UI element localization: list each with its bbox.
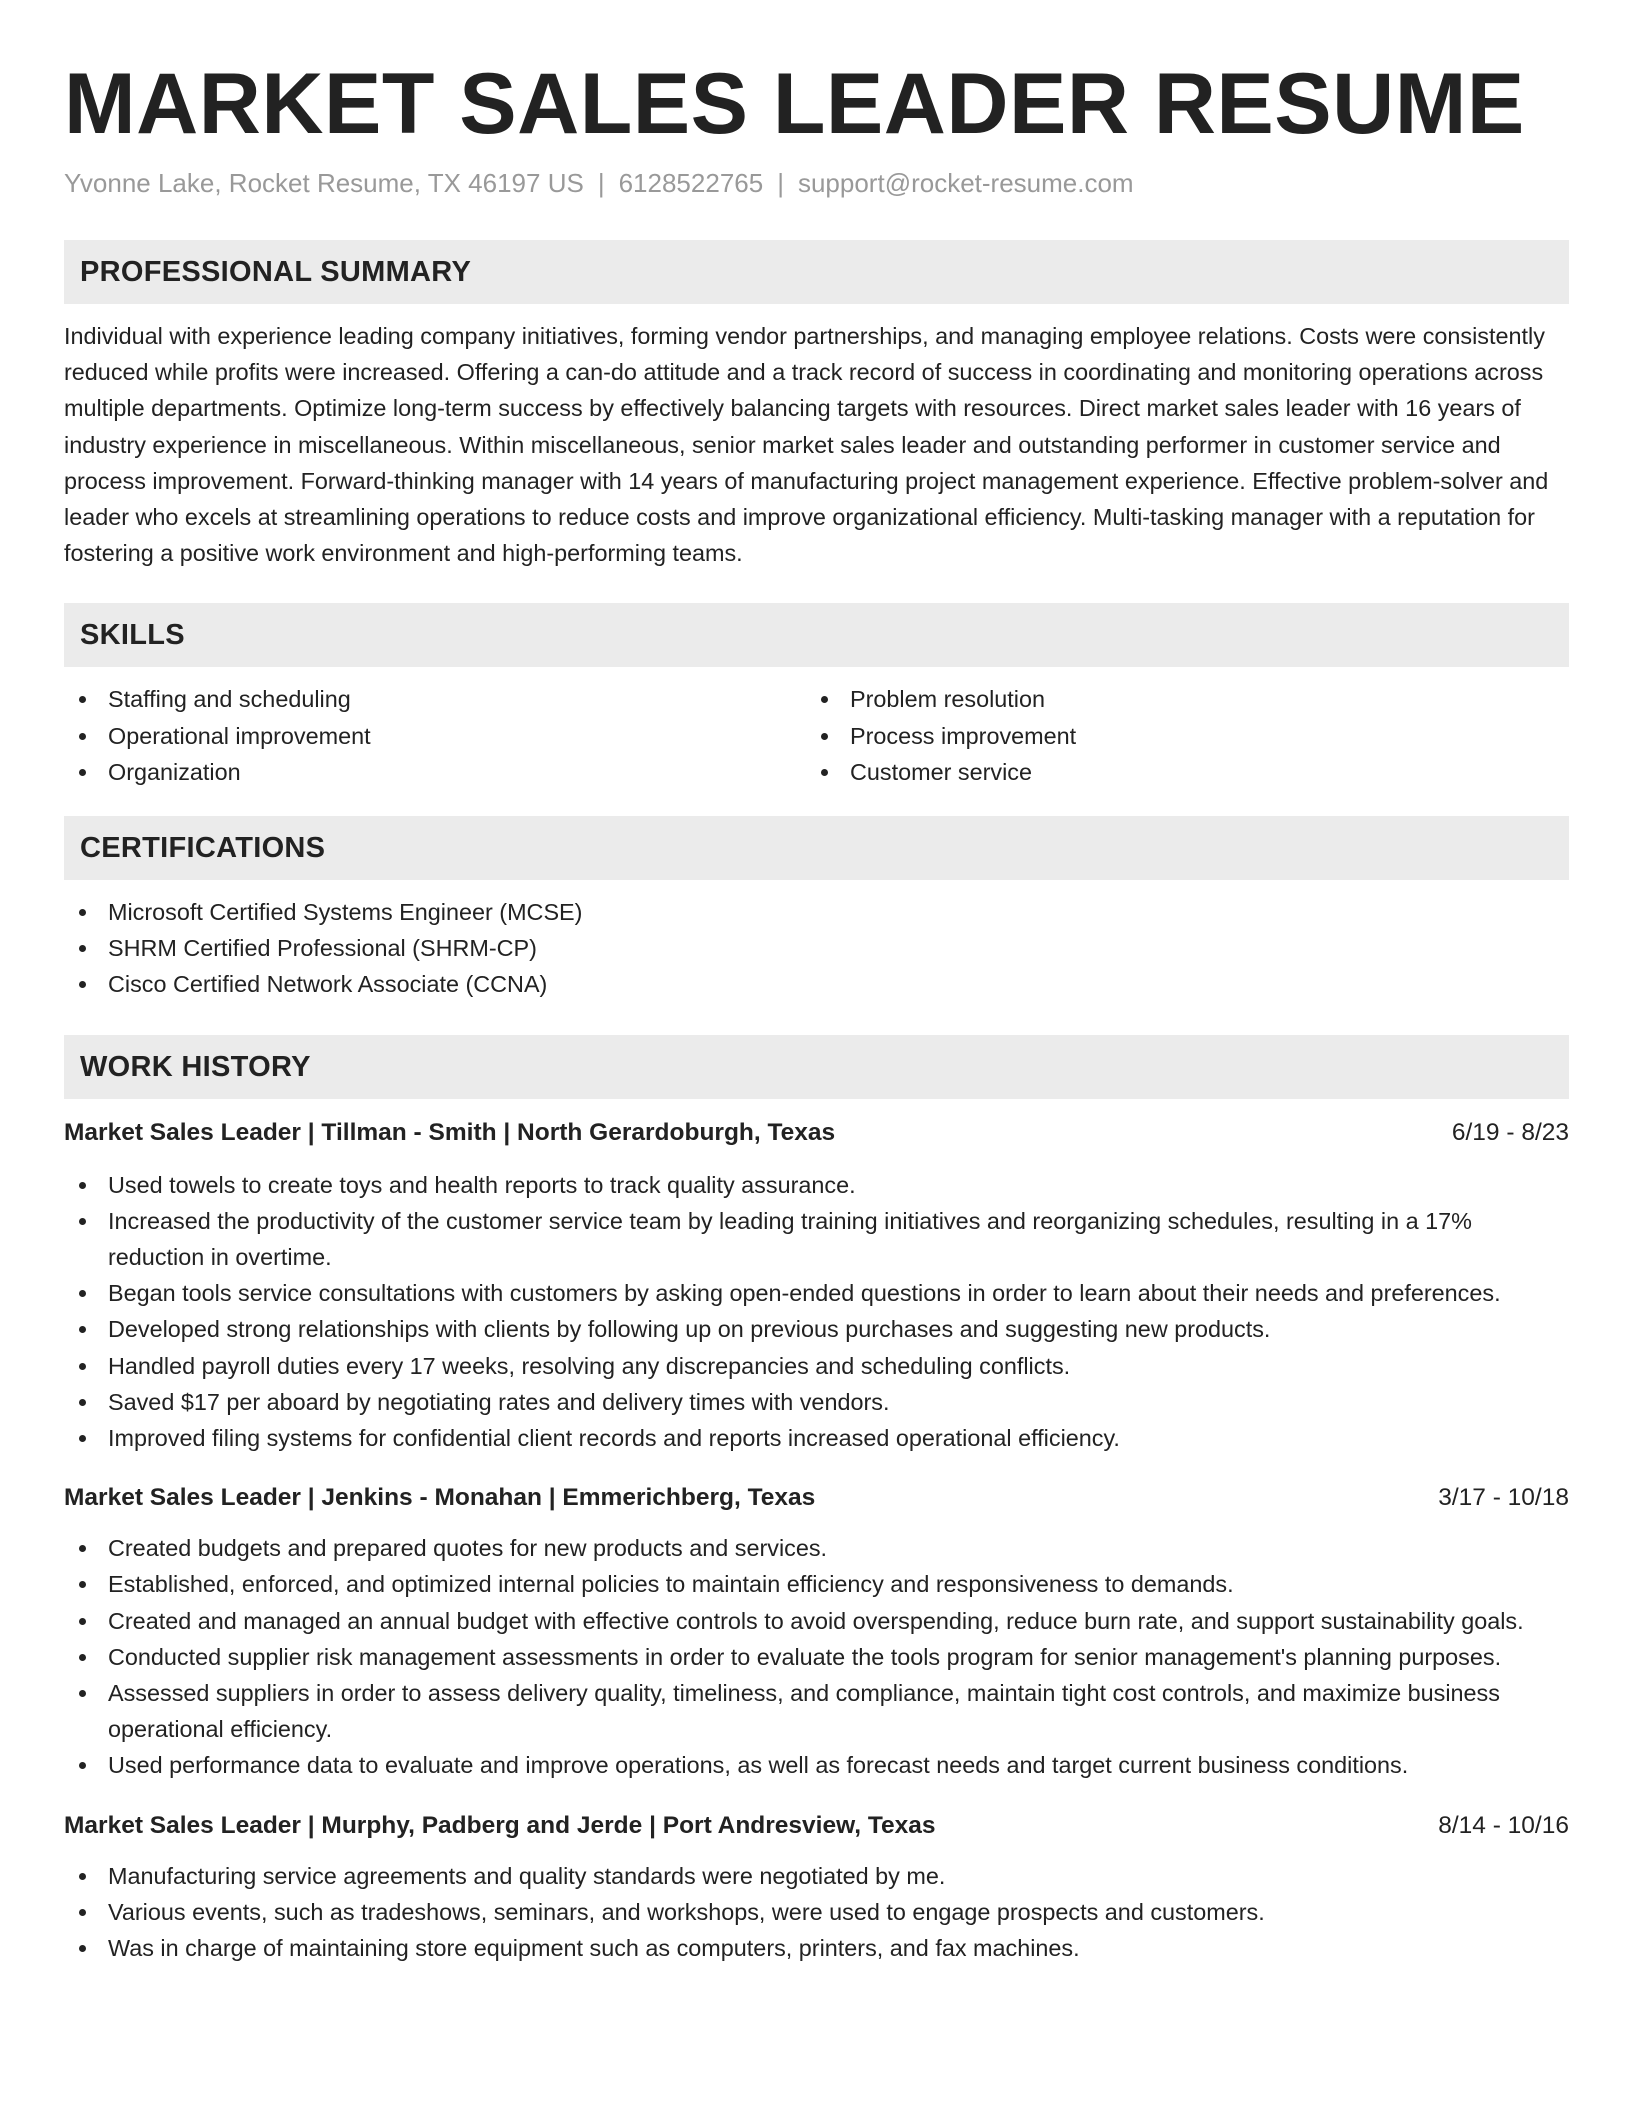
summary-text: Individual with experience leading company initiatives, forming vendor partnerships, and managing employee relations. Costs were consistently reduced while profits were increased. Offering a can-do attitude and a track record of success in coordinating and monitoring operations across multiple departments. Optimize long-term success by effectively balancing targets with resources. Direct market sales leader with 16 years of industry experience in miscellaneous. Within miscellaneous, senior market sales leader and outstanding performer in customer service and process improvement. Forward-thinking manager with 14 years of manufacturing project management experience. Effective problem-solver and leader who excels at streamlining operations to reduce costs and improve organizational efficiency. Multi-tasking manager with a reputation for fostering a positive work environment and high-performing teams. [64, 323, 1549, 567]
job-title: Market Sales Leader | Tillman - Smith | North Gerardoburgh, Texas [64, 1118, 836, 1146]
contact-separator: | [777, 168, 784, 198]
job-entry [64, 1808, 1569, 1967]
job-header [64, 1115, 1569, 1151]
contact-separator: | [597, 168, 605, 198]
skill-item: Problem resolution [806, 681, 1548, 717]
job-dates: 6/19 - 8/23 [1451, 1118, 1569, 1146]
job-bullet: Assessed suppliers in order to assess delivery quality, timeliness, and compliance, maintain tight cost controls, and maximize business operational efficiency. [64, 1675, 1569, 1747]
contact-phone: 6128522765 [618, 168, 764, 198]
job-entry [64, 1480, 1569, 1783]
certifications-list [64, 894, 1569, 1003]
job-dates: 3/17 - 10/18 [1438, 1484, 1569, 1512]
summary-heading: PROFESSIONAL SUMMARY [64, 240, 1569, 304]
skills-left-column [64, 681, 806, 790]
work-history-heading: WORK HISTORY [64, 1035, 1569, 1099]
resume-page [64, 0, 1569, 1966]
contact-address: Yvonne Lake, Rocket Resume, TX 46197 US [64, 168, 584, 198]
job-bullet: Manufacturing service agreements and quality standards were negotiated by me. [64, 1858, 1569, 1894]
job-bullet: Established, enforced, and optimized internal policies to maintain efficiency and responsiveness to demands. [64, 1566, 1569, 1602]
contact-email: support@rocket-resume.com [797, 168, 1134, 198]
job-bullet: Improved filing systems for confidential client records and reports increased operational efficiency. [64, 1420, 1569, 1456]
skill-item: Customer service [806, 754, 1548, 790]
skill-item: Operational improvement [64, 718, 806, 754]
job-entry [64, 1115, 1569, 1457]
job-title: Market Sales Leader | Murphy, Padberg and Jerde | Port Andresview, Texas [64, 1811, 936, 1839]
certifications-heading: CERTIFICATIONS [64, 816, 1569, 880]
skills-right-column [806, 681, 1548, 790]
skills-list [64, 681, 1569, 790]
job-bullet: Increased the productivity of the customer service team by leading training initiatives and reorganizing schedules, resulting in a 17% reduction in overtime. [64, 1203, 1569, 1275]
job-header [64, 1480, 1569, 1516]
job-bullet: Developed strong relationships with clients by following up on previous purchases and suggesting new products. [64, 1311, 1569, 1347]
certification-item: SHRM Certified Professional (SHRM-CP) [64, 930, 1569, 966]
job-bullet: Used towels to create toys and health reports to track quality assurance. [64, 1167, 1569, 1203]
job-header [64, 1808, 1569, 1844]
skill-item: Staffing and scheduling [64, 681, 806, 717]
contact-line [64, 166, 1569, 200]
job-bullet: Various events, such as tradeshows, seminars, and workshops, were used to engage prospects and customers. [64, 1894, 1569, 1930]
job-bullet: Was in charge of maintaining store equipment such as computers, printers, and fax machines. [64, 1930, 1569, 1966]
certification-item: Cisco Certified Network Associate (CCNA) [64, 966, 1569, 1002]
job-bullets [64, 1858, 1569, 1967]
job-bullets [64, 1530, 1569, 1783]
job-bullets [64, 1167, 1569, 1457]
skills-heading: SKILLS [64, 603, 1569, 667]
job-bullet: Handled payroll duties every 17 weeks, resolving any discrepancies and scheduling conflicts. [64, 1348, 1569, 1384]
job-bullet: Created and managed an annual budget with effective controls to avoid overspending, reduce burn rate, and support sustainability goals. [64, 1603, 1569, 1639]
skill-item: Process improvement [806, 718, 1548, 754]
job-bullet: Used performance data to evaluate and improve operations, as well as forecast needs and target current business conditions. [64, 1747, 1569, 1783]
job-title: Market Sales Leader | Jenkins - Monahan | Emmerichberg, Texas [64, 1484, 816, 1512]
job-bullet: Saved $17 per aboard by negotiating rates and delivery times with vendors. [64, 1384, 1569, 1420]
resume-title: MARKET SALES LEADER RESUME [64, 56, 1525, 152]
job-bullet: Began tools service consultations with customers by asking open-ended questions in order to learn about their needs and preferences. [64, 1275, 1569, 1311]
job-bullet: Created budgets and prepared quotes for new products and services. [64, 1530, 1569, 1566]
certification-item: Microsoft Certified Systems Engineer (MCSE) [64, 894, 1569, 930]
job-dates: 8/14 - 10/16 [1438, 1811, 1569, 1839]
job-bullet: Conducted supplier risk management assessments in order to evaluate the tools program for senior management's planning purposes. [64, 1639, 1569, 1675]
skill-item: Organization [64, 754, 806, 790]
